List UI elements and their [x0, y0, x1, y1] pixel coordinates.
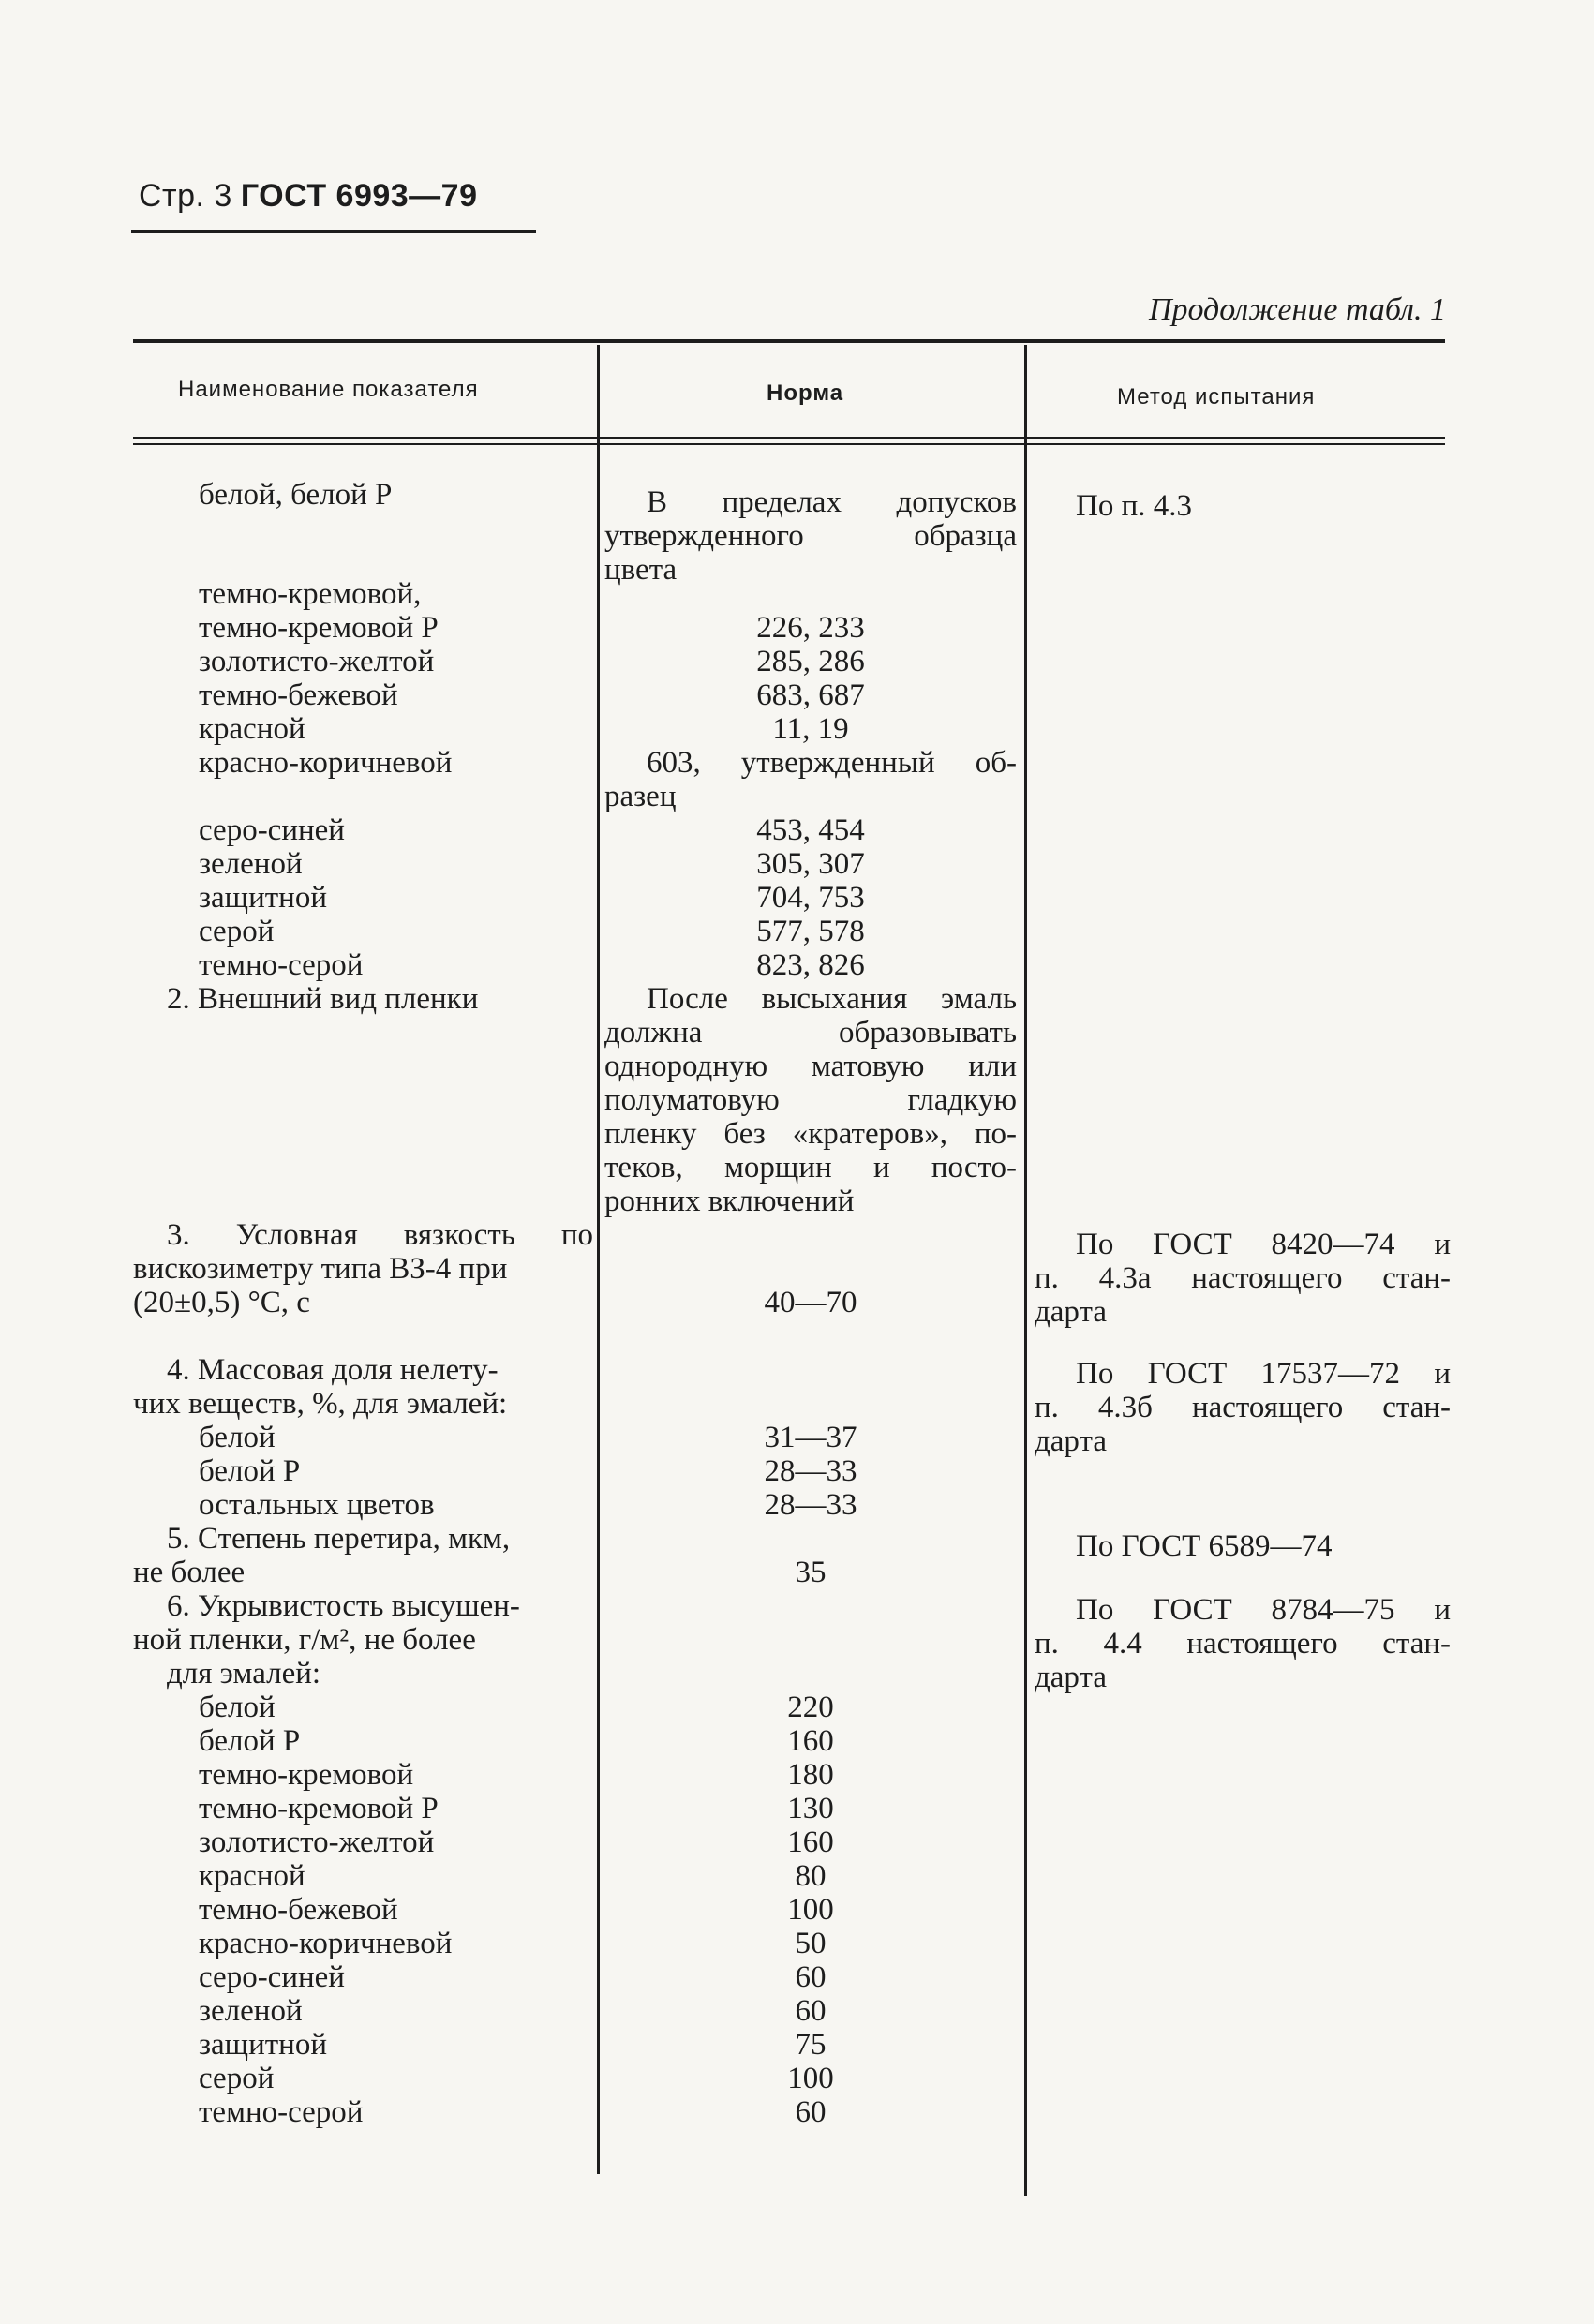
norm-line: должна образовывать	[604, 1016, 1017, 1050]
indicator-line: серо-синей	[199, 813, 345, 847]
method-line: По ГОСТ 8784—75 и	[1076, 1593, 1451, 1627]
norm-line: 180	[787, 1758, 834, 1792]
indicator-line: золотисто-желтой	[199, 1825, 435, 1859]
table-header-rule	[133, 437, 1445, 439]
method-line: По ГОСТ 17537—72 и	[1076, 1357, 1451, 1391]
table-continuation-caption: Продолжение табл. 1	[1148, 292, 1446, 327]
indicator-line: темно-кремовой Р	[199, 611, 439, 645]
indicator-line: белой	[199, 1691, 276, 1724]
method-line: п. 4.4 настоящего стан-	[1035, 1627, 1451, 1661]
indicator-line: 2. Внешний вид пленки	[167, 982, 479, 1016]
norm-line: 160	[787, 1724, 834, 1758]
norm-line: В пределах допусков	[647, 485, 1017, 519]
indicator-line: защитной	[199, 881, 327, 915]
norm-line: 60	[795, 1994, 827, 2028]
indicator-line: темно-серой	[199, 948, 364, 982]
norm-line: пленку без «кратеров», по-	[604, 1117, 1017, 1151]
indicator-line: белой Р	[199, 1454, 301, 1488]
indicator-line: золотисто-желтой	[199, 645, 435, 678]
indicator-line: серой	[199, 915, 275, 948]
norm-line: 823, 826	[756, 948, 865, 982]
norm-line: 226, 233	[756, 611, 865, 645]
column-header-method: Метод испытания	[1117, 384, 1316, 410]
method-line: дарта	[1035, 1295, 1107, 1329]
norm-line: 50	[795, 1927, 827, 1960]
indicator-line: темно-бежевой	[199, 1893, 398, 1927]
indicator-line: 4. Массовая доля нелету-	[167, 1353, 499, 1387]
indicator-line: не более	[133, 1556, 246, 1589]
norm-line: 31—37	[764, 1421, 857, 1454]
indicator-line: зеленой	[199, 1994, 303, 2028]
norm-line: 220	[787, 1691, 834, 1724]
column-header-norm: Норма	[767, 380, 844, 406]
norm-line: 35	[795, 1556, 827, 1589]
indicator-line: 3. Условная вязкость по	[167, 1218, 593, 1252]
norm-line: 60	[795, 2095, 827, 2129]
indicator-line: темно-кремовой Р	[199, 1792, 439, 1825]
indicator-line: ной пленки, г/м², не более	[133, 1623, 476, 1657]
norm-line: 28—33	[764, 1488, 857, 1522]
indicator-line: белой	[199, 1421, 276, 1454]
indicator-line: серой	[199, 2062, 275, 2095]
indicator-line: темно-серой	[199, 2095, 364, 2129]
norm-line: После высыхания эмаль	[647, 982, 1017, 1016]
norm-line: 603, утвержденный об-	[647, 746, 1017, 780]
norm-line: цвета	[604, 553, 678, 587]
norm-line: 577, 578	[756, 915, 865, 948]
norm-line: полуматовую гладкую	[604, 1083, 1017, 1117]
indicator-line: темно-кремовой,	[199, 577, 422, 611]
indicator-line: красной	[199, 1859, 305, 1893]
norm-line: 683, 687	[756, 678, 865, 712]
norm-line: 305, 307	[756, 847, 865, 881]
norm-line: утвержденного образца	[604, 519, 1017, 553]
indicator-line: защитной	[199, 2028, 327, 2062]
method-line: По п. 4.3	[1076, 489, 1192, 523]
indicator-line: вискозиметру типа ВЗ-4 при	[133, 1252, 508, 1286]
norm-line: 80	[795, 1859, 827, 1893]
method-line: п. 4.3б настоящего стан-	[1035, 1391, 1451, 1424]
indicator-line: красно-коричневой	[199, 746, 453, 780]
method-line: п. 4.3а настоящего стан-	[1035, 1261, 1451, 1295]
norm-line: 75	[795, 2028, 827, 2062]
norm-line: 100	[787, 1893, 834, 1927]
norm-line: однородную матовую или	[604, 1050, 1017, 1083]
indicator-line: белой Р	[199, 1724, 301, 1758]
page-number: Стр. 3	[139, 178, 232, 214]
column-divider-1	[597, 345, 600, 2174]
method-line: По ГОСТ 8420—74 и	[1076, 1228, 1451, 1261]
page-header	[139, 178, 478, 215]
indicator-line: (20±0,5) °С, с	[133, 1286, 310, 1319]
indicator-line: зеленой	[199, 847, 303, 881]
method-line: дарта	[1035, 1661, 1107, 1694]
indicator-line: темно-бежевой	[199, 678, 398, 712]
norm-line: 453, 454	[756, 813, 865, 847]
indicator-line: чих веществ, %, для эмалей:	[133, 1387, 508, 1421]
table-top-rule	[133, 339, 1445, 343]
indicator-line: белой, белой Р	[199, 478, 393, 512]
column-divider-2	[1024, 345, 1027, 2196]
norm-line: 100	[787, 2062, 834, 2095]
method-line: По ГОСТ 6589—74	[1076, 1529, 1333, 1563]
norm-line: теков, морщин и посто-	[604, 1151, 1017, 1184]
norm-line: 130	[787, 1792, 834, 1825]
indicator-line: красной	[199, 712, 305, 746]
norm-line: 285, 286	[756, 645, 865, 678]
table-header-rule-2	[133, 443, 1445, 445]
norm-line: разец	[604, 780, 677, 813]
method-line: дарта	[1035, 1424, 1107, 1458]
indicator-line: 6. Укрывистость высушен-	[167, 1589, 520, 1623]
indicator-line: темно-кремовой	[199, 1758, 414, 1792]
norm-line: ронних включений	[604, 1184, 855, 1218]
column-header-indicator: Наименование показателя	[178, 377, 479, 402]
norm-line: 60	[795, 1960, 827, 1994]
norm-line: 704, 753	[756, 881, 865, 915]
norm-line: 11, 19	[772, 712, 849, 746]
header-rule	[131, 230, 536, 233]
indicator-line: красно-коричневой	[199, 1927, 453, 1960]
norm-line: 40—70	[764, 1286, 857, 1319]
indicator-line: для эмалей:	[167, 1657, 321, 1691]
indicator-line: остальных цветов	[199, 1488, 435, 1522]
norm-line: 28—33	[764, 1454, 857, 1488]
norm-line: 160	[787, 1825, 834, 1859]
gost-number: ГОСТ 6993—79	[240, 178, 478, 214]
indicator-line: 5. Степень перетира, мкм,	[167, 1522, 511, 1556]
indicator-line: серо-синей	[199, 1960, 345, 1994]
